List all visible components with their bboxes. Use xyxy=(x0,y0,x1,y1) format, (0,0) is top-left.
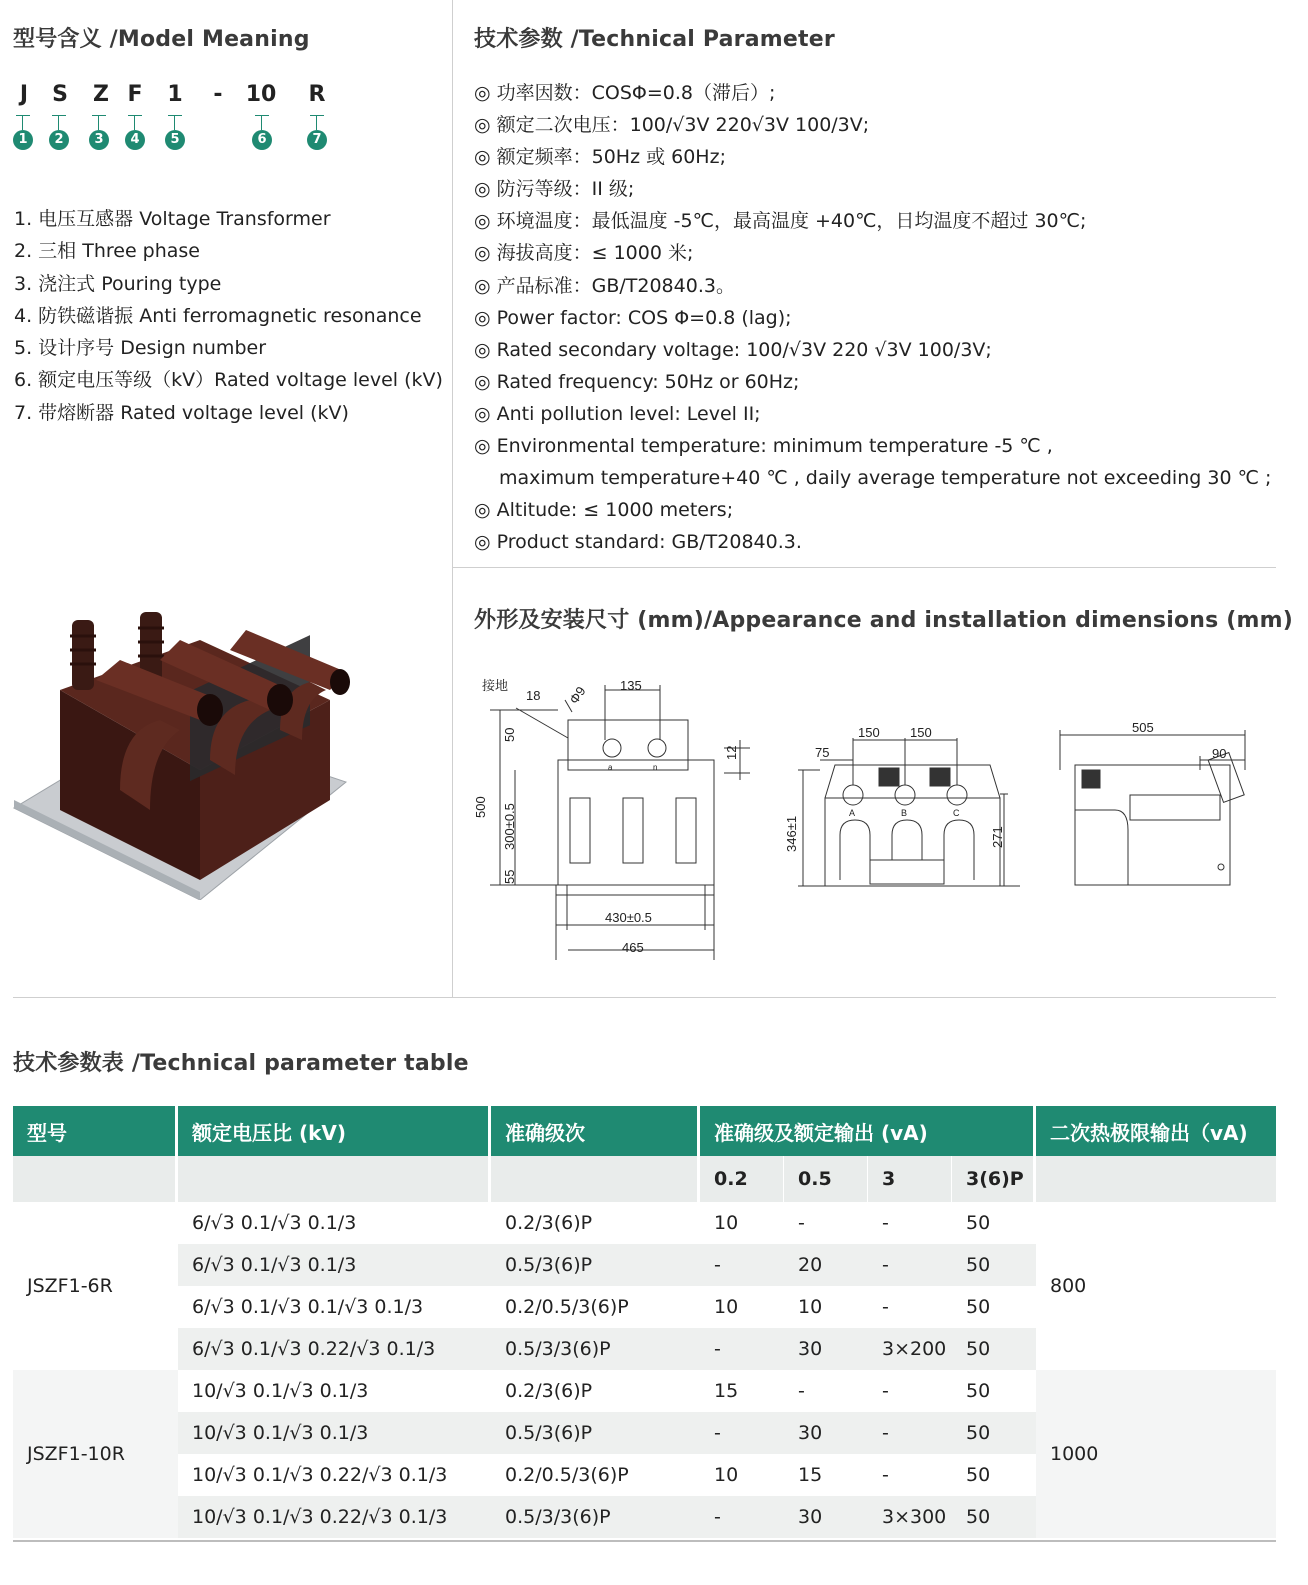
meaning-item: 4. 防铁磁谐振 Anti ferromagnetic resonance xyxy=(14,304,422,327)
value-cell: - xyxy=(798,1212,805,1234)
dim-12: 12 xyxy=(724,745,739,760)
code-number-1: 1 xyxy=(13,130,33,150)
dimensions-title: 外形及安装尺寸 (mm)/Appearance and installation dimensions (mm) xyxy=(474,608,1294,633)
code-tick xyxy=(92,115,106,130)
subheader-empty xyxy=(178,1156,491,1202)
code-tick xyxy=(168,115,182,130)
ratio-cell: 6/√3 0.1/√3 0.22/√3 0.1/3 xyxy=(178,1328,491,1370)
model-cell: JSZF1-6R xyxy=(13,1202,178,1370)
dim-150b: 150 xyxy=(910,725,932,740)
dim-55: 55 xyxy=(502,869,517,884)
value-cell: 30 xyxy=(784,1412,868,1454)
header-model: 型号 xyxy=(13,1106,178,1156)
code-letter-f: F xyxy=(127,82,143,107)
value-cell: 10 xyxy=(714,1212,739,1234)
dim-50: 50 xyxy=(502,727,517,742)
value-cell: 20 xyxy=(784,1244,868,1286)
meaning-item: 7. 带熔断器 Rated voltage level (kV) xyxy=(14,401,349,424)
value-cell: - xyxy=(882,1296,889,1318)
class-cell: 0.5/3(6)P xyxy=(491,1412,700,1454)
code-tick xyxy=(128,115,142,130)
param-item: ◎ 功率因数：COSΦ=0.8（滞后）; xyxy=(474,82,776,104)
ratio-cell: 6/√3 0.1/√3 0.1/√3 0.1/3 xyxy=(192,1296,424,1318)
value-cell: 30 xyxy=(784,1496,868,1538)
code-letter-z: Z xyxy=(93,82,109,107)
terminal-a-label: a xyxy=(608,763,613,772)
class-cell: 0.2/0.5/3(6)P xyxy=(505,1464,629,1486)
model-cell: JSZF1-10R xyxy=(13,1370,178,1538)
model-meaning-list xyxy=(14,203,443,429)
header-thermal-limit: 二次热极限输出（vA) xyxy=(1036,1106,1276,1156)
phase-c-label: C xyxy=(953,808,960,818)
header-accuracy-class: 准确级次 xyxy=(491,1106,700,1156)
meaning-item: 6. 额定电压等级（kV）Rated voltage level (kV) xyxy=(14,369,443,392)
dim-430: 430±0.5 xyxy=(605,910,652,925)
subheader-empty xyxy=(491,1156,700,1202)
code-letter-s: S xyxy=(52,82,68,107)
code-number-2: 2 xyxy=(49,130,69,150)
dim-505: 505 xyxy=(1132,720,1154,735)
ratio-cell: 10/√3 0.1/√3 0.22/√3 0.1/3 xyxy=(178,1496,491,1538)
value-cell: - xyxy=(868,1244,952,1286)
param-item: ◎ Rated secondary voltage: 100/√3V 220 √3V 100/3V; xyxy=(474,338,992,361)
subheader-empty xyxy=(13,1156,178,1202)
code-letter-10: 10 xyxy=(245,82,277,107)
value-cell: 50 xyxy=(952,1328,1036,1370)
value-cell: 3×200 xyxy=(868,1328,952,1370)
parameter-table xyxy=(13,1106,1276,1538)
code-tick xyxy=(16,115,30,130)
product-photo xyxy=(10,600,350,900)
technical-parameter-title: 技术参数 /Technical Parameter xyxy=(474,27,835,52)
dim-ground-label: 接地 xyxy=(482,678,509,693)
table-row xyxy=(13,1370,1276,1412)
value-cell: - xyxy=(700,1412,784,1454)
value-cell: 50 xyxy=(966,1380,991,1402)
value-cell: - xyxy=(700,1328,784,1370)
class-cell: 0.5/3/3(6)P xyxy=(491,1496,700,1538)
value-cell: - xyxy=(868,1412,952,1454)
value-cell: 50 xyxy=(966,1464,991,1486)
meaning-item: 3. 浇注式 Pouring type xyxy=(14,272,222,295)
ratio-cell: 6/√3 0.1/√3 0.1/3 xyxy=(192,1212,357,1234)
param-item: maximum temperature+40 ℃ , daily average temperature not exceeding 30 ℃ ; xyxy=(499,467,1272,490)
ratio-cell: 10/√3 0.1/√3 0.22/√3 0.1/3 xyxy=(192,1464,448,1486)
model-meaning-title: 型号含义 /Model Meaning xyxy=(13,27,310,52)
value-cell: - xyxy=(700,1496,784,1538)
dim-18: 18 xyxy=(526,688,541,703)
code-number-5: 5 xyxy=(165,130,185,150)
dim-phi9: Φ9 xyxy=(566,683,589,707)
class-cell: 0.2/3(6)P xyxy=(505,1380,593,1402)
technical-parameter-list xyxy=(474,77,1271,558)
code-number-3: 3 xyxy=(89,130,109,150)
code-tick xyxy=(52,115,66,130)
value-cell: 3×300 xyxy=(868,1496,952,1538)
ratio-cell: 10/√3 0.1/√3 0.1/3 xyxy=(192,1380,369,1402)
terminal-n-label: n xyxy=(653,763,658,772)
table-subheader-row xyxy=(13,1156,1276,1202)
code-letter-dash: - xyxy=(213,82,223,107)
value-cell: - xyxy=(700,1244,784,1286)
dim-90: 90 xyxy=(1212,746,1227,761)
class-cell: 0.5/3(6)P xyxy=(491,1244,700,1286)
dim-346: 346±1 xyxy=(784,815,799,852)
value-cell: - xyxy=(798,1380,805,1402)
dim-271: 271 xyxy=(990,826,1005,848)
value-cell: 50 xyxy=(966,1296,991,1318)
section-divider-right xyxy=(452,567,1276,568)
value-cell: - xyxy=(882,1380,889,1402)
subheader-0-2: 0.2 xyxy=(700,1156,784,1202)
value-cell: 50 xyxy=(952,1244,1036,1286)
value-cell: 10 xyxy=(714,1464,739,1486)
meaning-item: 1. 电压互感器 Voltage Transformer xyxy=(14,208,331,230)
param-item: ◎ Altitude: ≤ 1000 meters; xyxy=(474,499,734,522)
class-cell: 0.5/3/3(6)P xyxy=(491,1328,700,1370)
table-bottom-rule xyxy=(13,1540,1276,1542)
ratio-cell: 10/√3 0.1/√3 0.1/3 xyxy=(178,1412,491,1454)
value-cell: 15 xyxy=(714,1380,739,1402)
param-item: ◎ Anti pollution level: Level II; xyxy=(474,402,761,425)
value-cell: 10 xyxy=(798,1296,823,1318)
phase-a-label: A xyxy=(849,808,856,818)
parameter-table-title: 技术参数表 /Technical parameter table xyxy=(13,1051,469,1076)
code-letter-r: R xyxy=(308,82,326,107)
value-cell: - xyxy=(882,1464,889,1486)
code-letter-1: 1 xyxy=(167,82,183,107)
ratio-cell: 6/√3 0.1/√3 0.1/3 xyxy=(178,1244,491,1286)
meaning-item: 2. 三相 Three phase xyxy=(14,240,201,263)
limit-cell: 800 xyxy=(1036,1202,1276,1370)
code-number-7: 7 xyxy=(307,130,327,150)
dim-300: 300±0.5 xyxy=(502,803,517,850)
dim-75: 75 xyxy=(815,745,830,760)
dim-500: 500 xyxy=(473,796,488,818)
phase-b-label: B xyxy=(901,808,908,818)
header-voltage-ratio: 额定电压比 (kV) xyxy=(178,1106,491,1156)
value-cell: 30 xyxy=(784,1328,868,1370)
param-item: ◎ 产品标准：GB/T20840.3。 xyxy=(474,274,735,297)
dim-135: 135 xyxy=(620,678,642,693)
dimension-drawings xyxy=(460,660,1280,980)
subheader-0-5: 0.5 xyxy=(784,1156,868,1202)
value-cell: 50 xyxy=(952,1496,1036,1538)
code-tick xyxy=(310,115,324,130)
subheader-empty xyxy=(1036,1156,1276,1202)
column-divider xyxy=(452,0,453,998)
table-header-row xyxy=(13,1106,1276,1156)
subheader-3: 3 xyxy=(868,1156,952,1202)
code-tick xyxy=(255,115,269,130)
dim-465: 465 xyxy=(622,940,644,955)
meaning-item: 5. 设计序号 Design number xyxy=(14,337,267,360)
param-item: ◎ 环境温度：最低温度 -5℃，最高温度 +40℃，日均温度不超过 30℃; xyxy=(474,210,1087,233)
param-item: ◎ 防污等级：II 级; xyxy=(474,178,635,201)
class-cell: 0.2/0.5/3(6)P xyxy=(505,1296,629,1318)
param-item: ◎ Rated frequency: 50Hz or 60Hz; xyxy=(474,370,800,393)
value-cell: 10 xyxy=(714,1296,739,1318)
param-item: ◎ 海拔高度：≤ 1000 米; xyxy=(474,242,694,265)
limit-cell: 1000 xyxy=(1036,1370,1276,1538)
param-item: ◎ Product standard: GB/T20840.3. xyxy=(474,531,802,554)
code-number-4: 4 xyxy=(125,130,145,150)
value-cell: 50 xyxy=(952,1412,1036,1454)
value-cell: 50 xyxy=(966,1212,991,1234)
dim-150a: 150 xyxy=(858,725,880,740)
table-row xyxy=(13,1202,1276,1244)
value-cell: 15 xyxy=(798,1464,823,1486)
value-cell: - xyxy=(882,1212,889,1234)
subheader-3-6p: 3(6)P xyxy=(952,1156,1036,1202)
param-item: ◎ Environmental temperature: minimum temperature -5 ℃ , xyxy=(474,435,1053,458)
param-item: ◎ Power factor: COS Φ=0.8 (lag); xyxy=(474,306,792,329)
header-rated-output: 准确级及额定输出 (vA) xyxy=(700,1106,1036,1156)
param-item: ◎ 额定频率：50Hz 或 60Hz; xyxy=(474,146,726,169)
code-letter-j: J xyxy=(19,82,29,107)
section-divider-full xyxy=(13,997,1276,998)
class-cell: 0.2/3(6)P xyxy=(505,1212,593,1234)
code-number-6: 6 xyxy=(252,130,272,150)
param-item: ◎ 额定二次电压：100/√3V 220√3V 100/3V; xyxy=(474,114,870,137)
